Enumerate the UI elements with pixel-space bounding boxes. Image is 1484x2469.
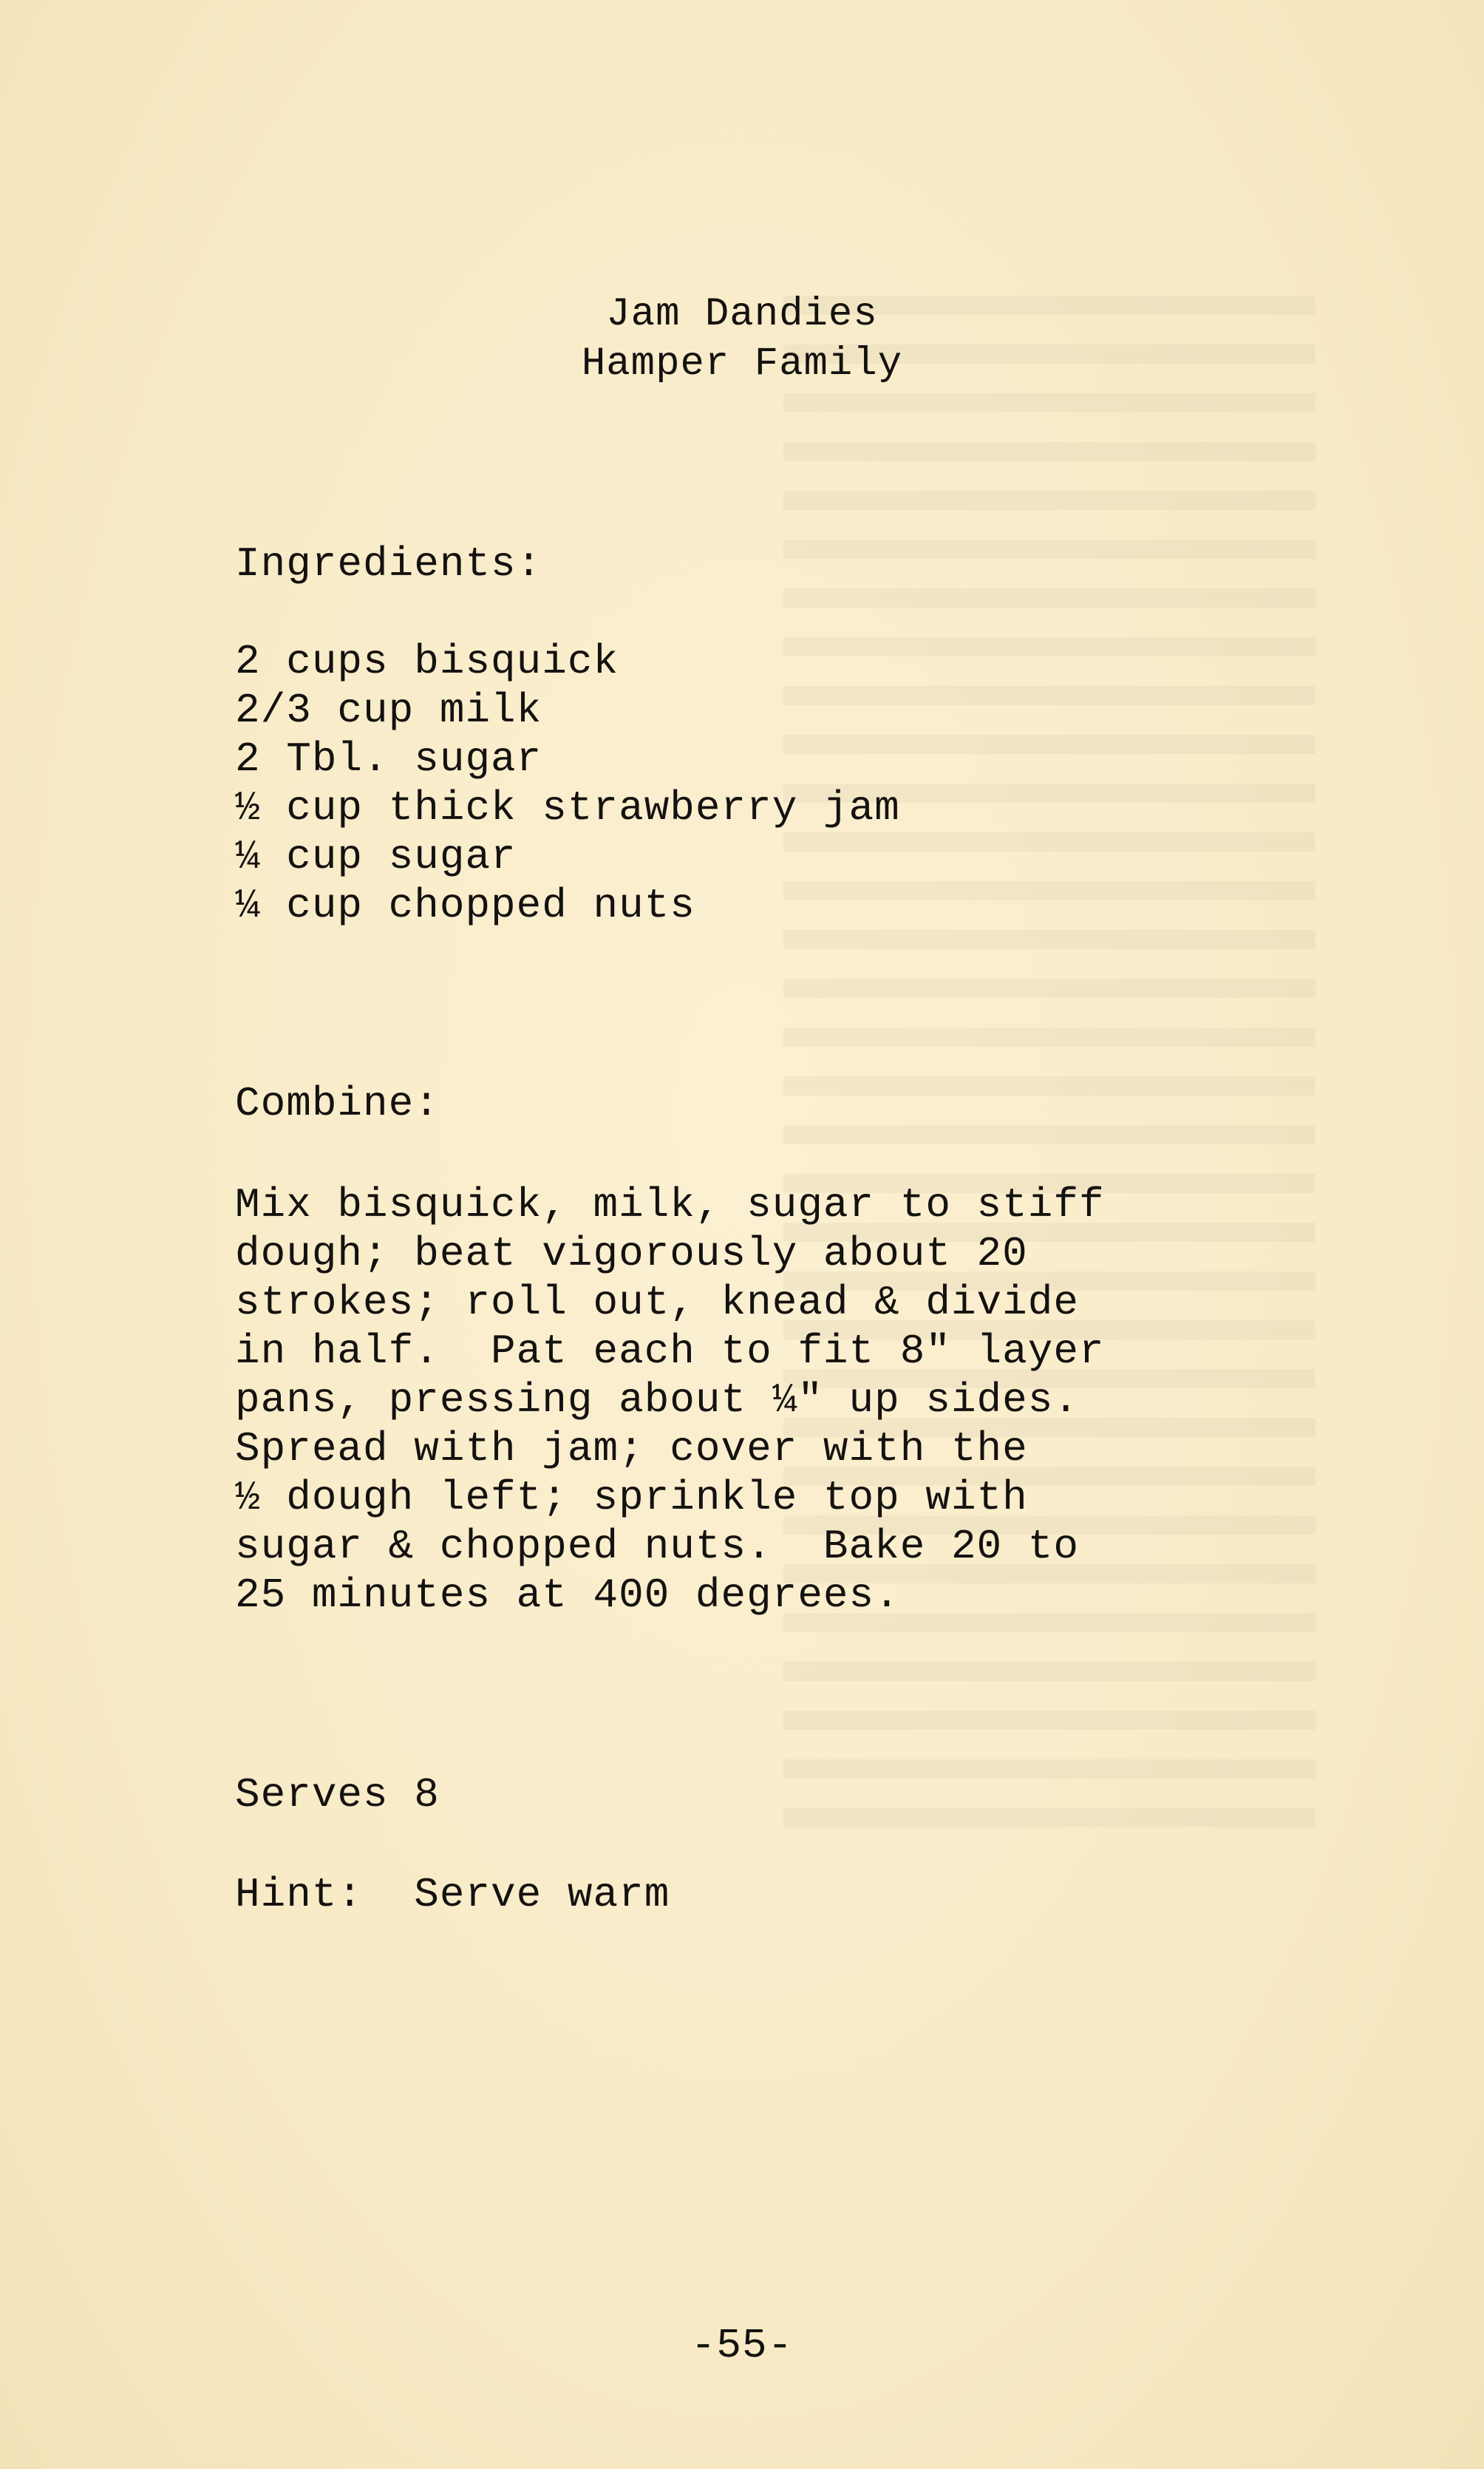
ingredients-list	[235, 637, 900, 930]
method-line: ½ dough left; sprinkle top with	[235, 1474, 1028, 1521]
method-text	[235, 1181, 1105, 1620]
combine-heading: Combine:	[235, 1080, 440, 1127]
method-line: Spread with jam; cover with the	[235, 1425, 1028, 1473]
recipe-subtitle: Hamper Family	[581, 342, 903, 387]
hint-text: Hint: Serve warm	[235, 1871, 670, 1918]
method-line: 25 minutes at 400 degrees.	[235, 1572, 900, 1619]
ingredient-item: 2 Tbl. sugar	[235, 736, 542, 783]
method-line: strokes; roll out, knead & divide	[235, 1279, 1079, 1326]
method-line: Mix bisquick, milk, sugar to stiff	[235, 1181, 1105, 1229]
method-line: dough; beat vigorously about 20	[235, 1230, 1028, 1277]
recipe-title: Jam Dandies	[606, 292, 878, 337]
serves-text: Serves 8	[235, 1771, 440, 1818]
ingredient-item: ¼ cup sugar	[235, 833, 517, 880]
method-line: in half. Pat each to fit 8" layer	[235, 1328, 1105, 1375]
method-line: sugar & chopped nuts. Bake 20 to	[235, 1523, 1079, 1570]
method-line: pans, pressing about ¼" up sides.	[235, 1376, 1079, 1424]
ingredients-heading: Ingredients:	[235, 540, 542, 588]
page-number: -55-	[690, 2322, 794, 2369]
ingredient-item: 2 cups bisquick	[235, 638, 619, 685]
ingredient-item: ¼ cup chopped nuts	[235, 882, 695, 929]
ingredient-item: ½ cup thick strawberry jam	[235, 784, 900, 832]
ingredient-item: 2/3 cup milk	[235, 687, 542, 734]
